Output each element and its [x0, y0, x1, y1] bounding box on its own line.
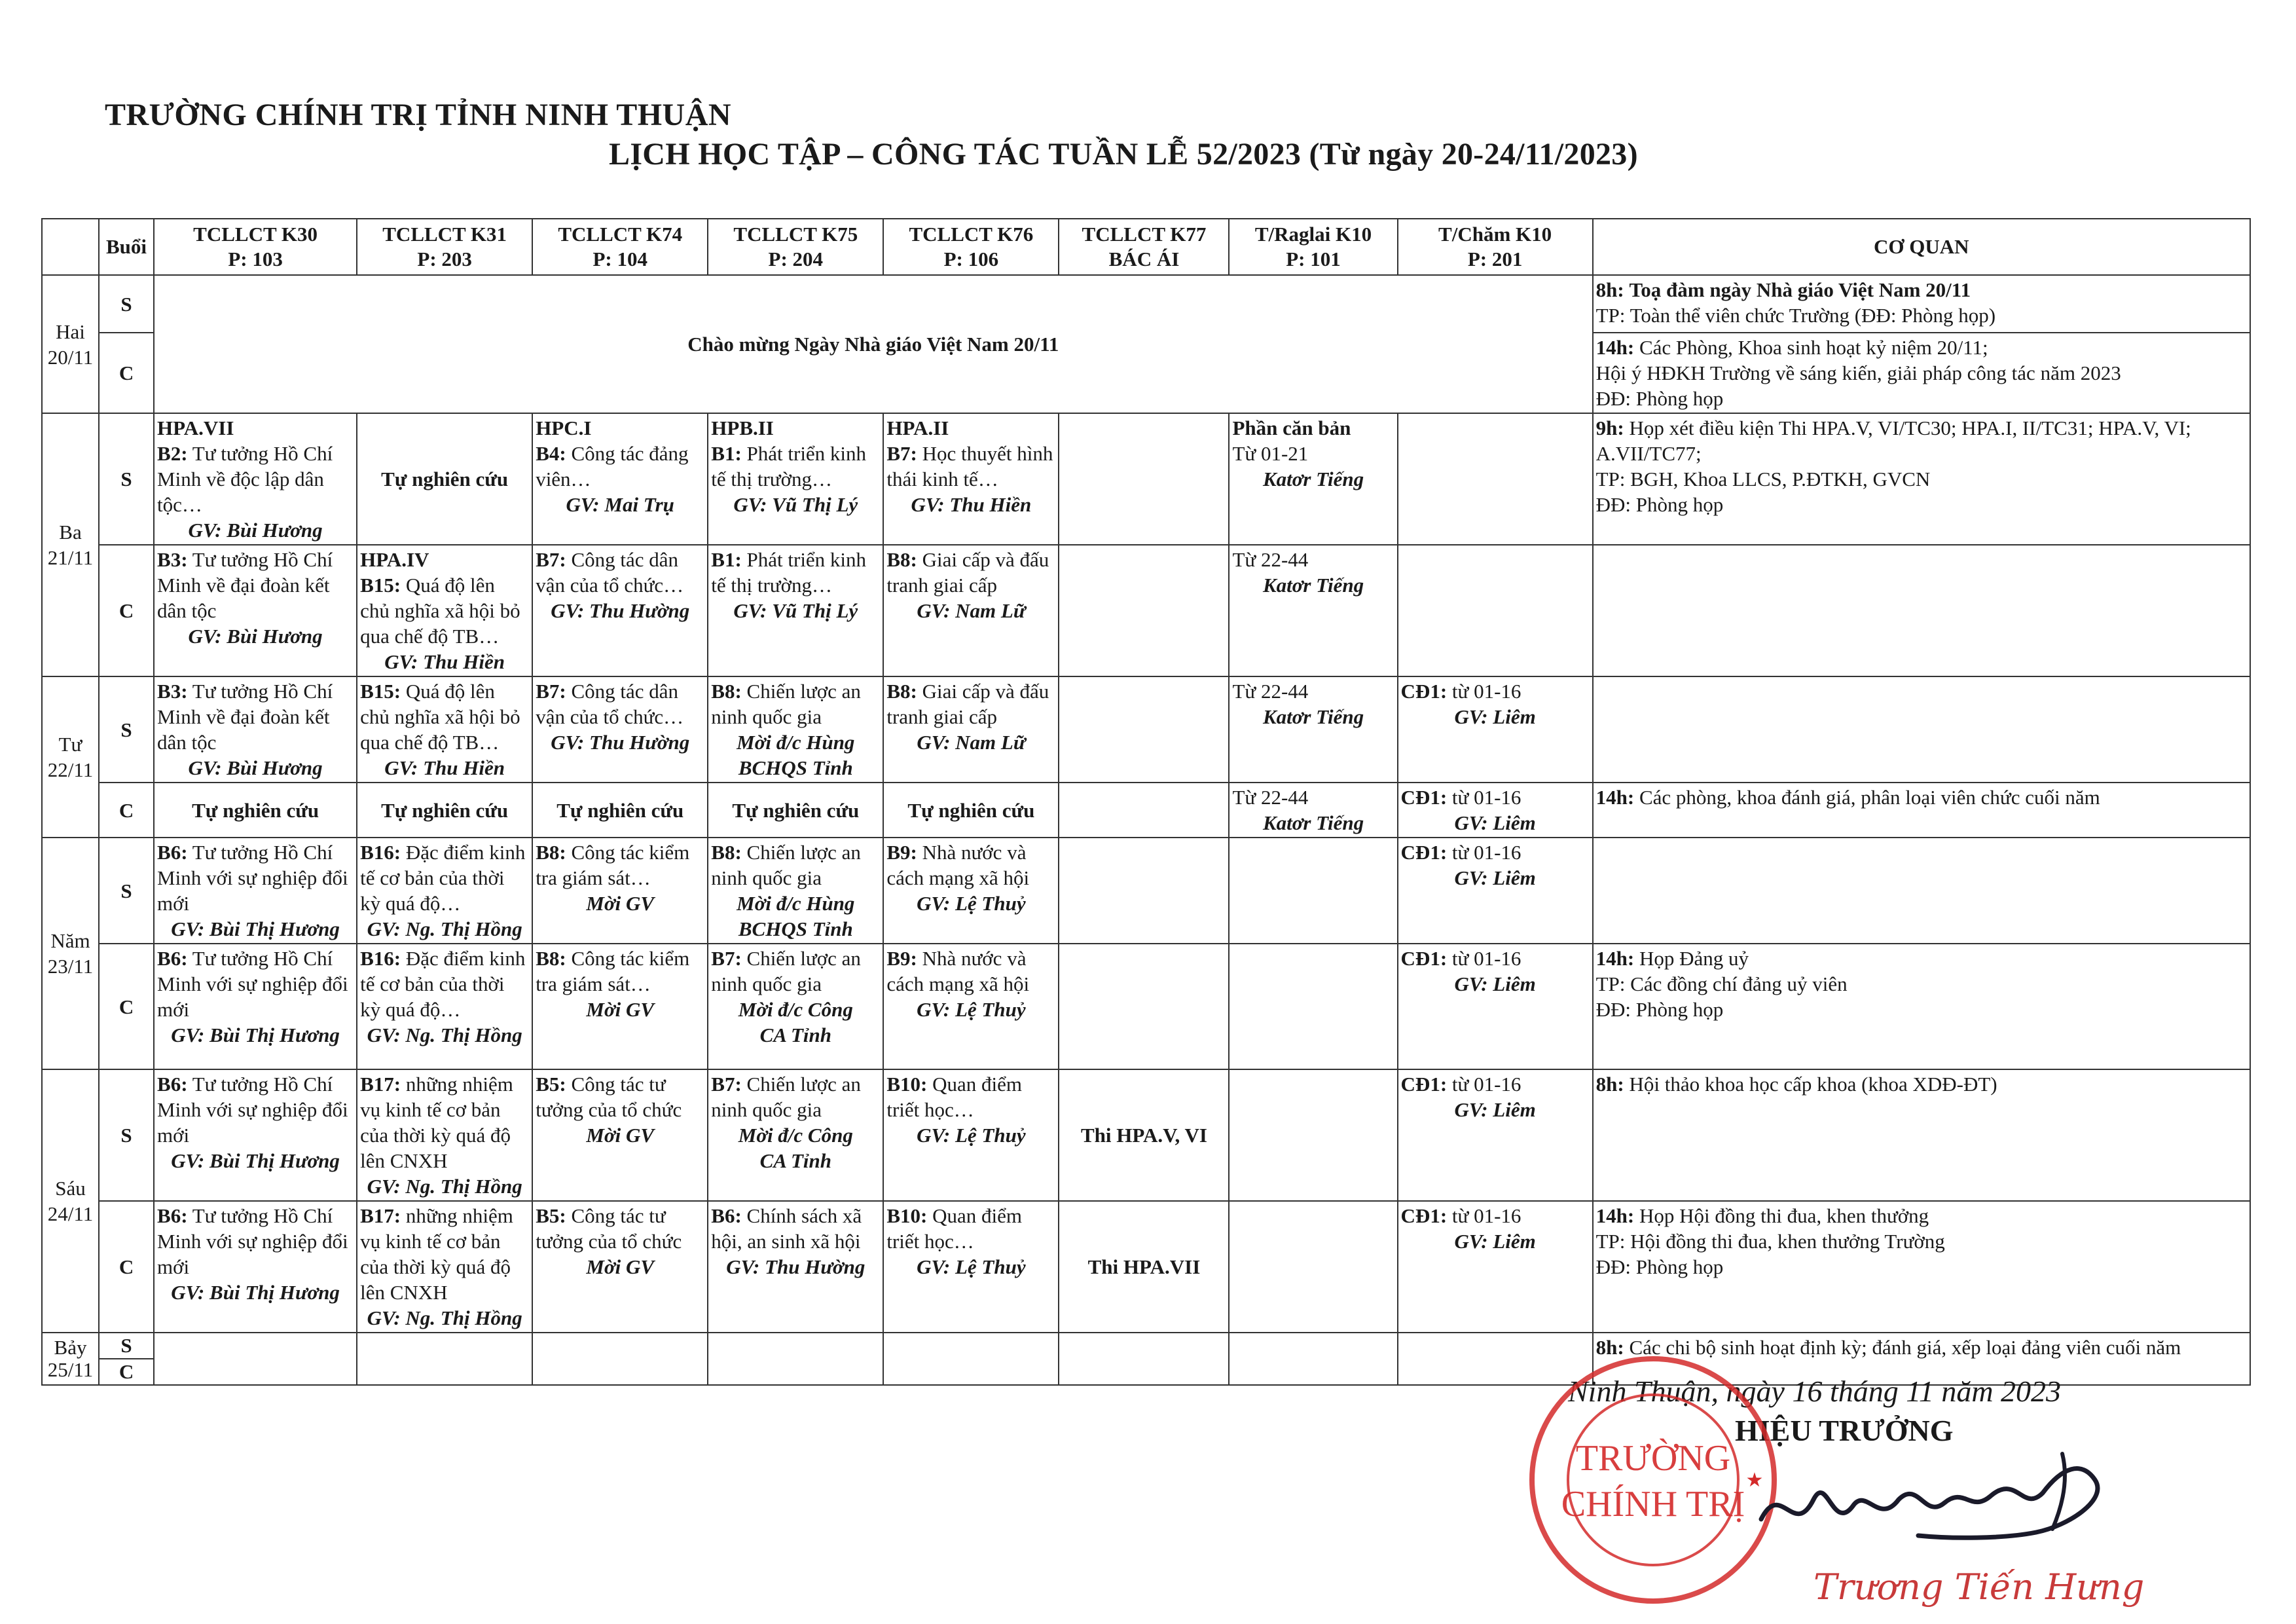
signer-role: HIỆU TRƯỞNG [1735, 1414, 1954, 1447]
cell-thu-c-raglai [1229, 944, 1397, 1069]
cell-thu-s-cham: CĐ1: từ 01-16 GV: Liêm [1398, 838, 1593, 944]
cell-sat-k74 [532, 1333, 708, 1385]
day-thu: Năm 23/11 [42, 838, 99, 1069]
cell-sat-k76 [883, 1333, 1059, 1385]
row-tue-c [42, 545, 2250, 676]
cell-fri-s-raglai [1229, 1069, 1397, 1201]
col-k76: TCLLCT K76 P: 106 [883, 219, 1059, 275]
cq-fri-s: 8h: Hội thảo khoa học cấp khoa (khoa XDĐ-ĐT) [1593, 1069, 2250, 1201]
row-sat-s [42, 1333, 2250, 1359]
cell-sat-k77 [1059, 1333, 1229, 1385]
cell-wed-s-cham: CĐ1: từ 01-16 GV: Liêm [1398, 676, 1593, 783]
svg-text:CHÍNH TRỊ: CHÍNH TRỊ [1561, 1484, 1745, 1524]
col-k75: TCLLCT K75 P: 204 [708, 219, 883, 275]
cell-fri-s-k76: B10: Quan điểm triết học… GV: Lệ Thuỷ [883, 1069, 1059, 1201]
col-k31: TCLLCT K31 P: 203 [357, 219, 532, 275]
session-s: S [99, 275, 154, 333]
cell-tue-c-k30: B3: Tư tưởng Hồ Chí Minh về đại đoàn kết dân tộc GV: Bùi Hương [154, 545, 357, 676]
row-mon-s [42, 275, 2250, 333]
cell-wed-s-k76: B8: Giai cấp và đấu tranh giai cấp GV: Nam Lữ [883, 676, 1059, 783]
cell-fri-c-raglai [1229, 1201, 1397, 1333]
day-wed: Tư 22/11 [42, 676, 99, 838]
signature-scribble [1755, 1441, 2147, 1552]
cell-wed-c-k30: Tự nghiên cứu [154, 783, 357, 838]
cell-wed-c-k76: Tự nghiên cứu [883, 783, 1059, 838]
official-stamp [1522, 1349, 1784, 1611]
cell-tue-s-k75: HPB.II B1: Phát triển kinh tế thị trường… GV: Vũ Thị Lý [708, 413, 883, 545]
session-c: C [99, 783, 154, 838]
cell-thu-s-k77 [1059, 838, 1229, 944]
session-s: S [99, 838, 154, 944]
cell-wed-c-k31: Tự nghiên cứu [357, 783, 532, 838]
col-k74: TCLLCT K74 P: 104 [532, 219, 708, 275]
cell-tue-s-k74: HPC.I B4: Công tác đảng viên… GV: Mai Trụ [532, 413, 708, 545]
cell-fri-c-cham: CĐ1: từ 01-16 GV: Liêm [1398, 1201, 1593, 1333]
cell-thu-s-k30: B6: Tư tưởng Hồ Chí Minh với sự nghiệp đổi mới GV: Bùi Thị Hương [154, 838, 357, 944]
cell-tue-c-k77 [1059, 545, 1229, 676]
cell-wed-c-k75: Tự nghiên cứu [708, 783, 883, 838]
cell-thu-c-k31: B16: Đặc điểm kinh tế cơ bản của thời kỳ quá độ… GV: Ng. Thị Hồng [357, 944, 532, 1069]
svg-text:★: ★ [1745, 1469, 1764, 1491]
cell-wed-s-k77 [1059, 676, 1229, 783]
cq-sat: 8h: Các chi bộ sinh hoạt định kỳ; đánh giá, xếp loại đảng viên cuối năm [1593, 1333, 2250, 1385]
cell-fri-c-k30: B6: Tư tưởng Hồ Chí Minh với sự nghiệp đổi mới GV: Bùi Thị Hương [154, 1201, 357, 1333]
cell-fri-s-cham: CĐ1: từ 01-16 GV: Liêm [1398, 1069, 1593, 1201]
cell-tue-c-k76: B8: Giai cấp và đấu tranh giai cấp GV: Nam Lữ [883, 545, 1059, 676]
cell-sat-raglai [1229, 1333, 1397, 1385]
cq-fri-c: 14h: Họp Hội đồng thi đua, khen thưởng TP: Hội đồng thi đua, khen thưởng Trường ĐĐ: Phòng họp [1593, 1201, 2250, 1333]
cq-tue-c [1593, 545, 2250, 676]
cell-thu-c-k75: B7: Chiến lược an ninh quốc gia Mời đ/c Công CA Tỉnh [708, 944, 883, 1069]
cell-wed-s-k75: B8: Chiến lược an ninh quốc gia Mời đ/c Hùng BCHQS Tỉnh [708, 676, 883, 783]
cq-wed-s [1593, 676, 2250, 783]
cell-wed-s-k31: B15: Quá độ lên chủ nghĩa xã hội bỏ qua chế độ TB… GV: Thu Hiền [357, 676, 532, 783]
cell-fri-c-k74: B5: Công tác tư tưởng của tổ chức Mời GV [532, 1201, 708, 1333]
day-fri: Sáu 24/11 [42, 1069, 99, 1333]
header-row [42, 219, 2250, 275]
cell-tue-s-cham [1398, 413, 1593, 545]
cell-thu-s-k31: B16: Đặc điểm kinh tế cơ bản của thời kỳ quá độ… GV: Ng. Thị Hồng [357, 838, 532, 944]
cell-fri-s-k30: B6: Tư tưởng Hồ Chí Minh với sự nghiệp đổi mới GV: Bùi Thị Hương [154, 1069, 357, 1201]
cell-thu-c-k74: B8: Công tác kiểm tra giám sát… Mời GV [532, 944, 708, 1069]
cell-fri-c-k31: B17: những nhiệm vụ kinh tế cơ bản của thời kỳ quá độ lên CNXH GV: Ng. Thị Hồng [357, 1201, 532, 1333]
day-mon: Hai 20/11 [42, 275, 99, 413]
row-wed-c [42, 783, 2250, 838]
cell-sat-k75 [708, 1333, 883, 1385]
session-c: C [99, 333, 154, 413]
row-thu-c [42, 944, 2250, 1069]
session-c: C [99, 1201, 154, 1333]
session-s: S [99, 676, 154, 783]
school-name: TRƯỜNG CHÍNH TRỊ TỈNH NINH THUẬN [105, 98, 732, 132]
cell-tue-c-k74: B7: Công tác dân vận của tổ chức… GV: Thu Hường [532, 545, 708, 676]
cell-tue-s-k77 [1059, 413, 1229, 545]
col-co-quan: CƠ QUAN [1593, 219, 2250, 275]
session-s: S [99, 1069, 154, 1201]
cell-fri-s-k31: B17: những nhiệm vụ kinh tế cơ bản của thời kỳ quá độ lên CNXH GV: Ng. Thị Hồng [357, 1069, 532, 1201]
cell-thu-s-k76: B9: Nhà nước và cách mạng xã hội GV: Lệ Thuỷ [883, 838, 1059, 944]
cell-wed-c-k77 [1059, 783, 1229, 838]
cell-fri-s-k74: B5: Công tác tư tưởng của tổ chức Mời GV [532, 1069, 708, 1201]
schedule-title: LỊCH HỌC TẬP – CÔNG TÁC TUẦN LỄ 52/2023 (Từ ngày 20-24/11/2023) [609, 137, 1638, 172]
cell-thu-s-k74: B8: Công tác kiểm tra giám sát… Mời GV [532, 838, 708, 944]
cell-thu-c-k76: B9: Nhà nước và cách mạng xã hội GV: Lệ Thuỷ [883, 944, 1059, 1069]
cq-mon-s: 8h: Toạ đàm ngày Nhà giáo Việt Nam 20/11 TP: Toàn thể viên chức Trường (ĐĐ: Phòng họp) [1593, 275, 2250, 333]
cq-thu-s [1593, 838, 2250, 944]
corner-cell [42, 219, 99, 275]
cell-thu-c-cham: CĐ1: từ 01-16 GV: Liêm [1398, 944, 1593, 1069]
cell-tue-c-cham [1398, 545, 1593, 676]
cell-wed-c-cham: CĐ1: từ 01-16 GV: Liêm [1398, 783, 1593, 838]
day-sat: Bảy 25/11 [42, 1333, 99, 1385]
holiday-banner: Chào mừng Ngày Nhà giáo Việt Nam 20/11 [154, 275, 1593, 413]
session-s: S [99, 1333, 154, 1359]
col-k30: TCLLCT K30 P: 103 [154, 219, 357, 275]
cell-tue-s-raglai: Phần căn bản Từ 01-21 Katơr Tiếng [1229, 413, 1397, 545]
day-tue: Ba 21/11 [42, 413, 99, 676]
row-tue-s [42, 413, 2250, 545]
schedule-table [41, 218, 2251, 1386]
cell-fri-s-k75: B7: Chiến lược an ninh quốc gia Mời đ/c Công CA Tỉnh [708, 1069, 883, 1201]
cell-wed-s-k30: B3: Tư tưởng Hồ Chí Minh về đại đoàn kết dân tộc GV: Bùi Hương [154, 676, 357, 783]
cell-tue-c-k75: B1: Phát triển kinh tế thị trường… GV: Vũ Thị Lý [708, 545, 883, 676]
cq-tue-s: 9h: Họp xét điều kiện Thi HPA.V, VI/TC30; HPA.I, II/TC31; HPA.V, VI; A.VII/TC77; TP: BGH, Khoa LLCS, P.ĐTKH, GVCN ĐĐ: Phòng họp [1593, 413, 2250, 545]
cell-sat-k30 [154, 1333, 357, 1385]
cell-sat-k31 [357, 1333, 532, 1385]
cell-tue-c-k31: HPA.IV B15: Quá độ lên chủ nghĩa xã hội bỏ qua chế độ TB… GV: Thu Hiền [357, 545, 532, 676]
cq-mon-c: 14h: Các Phòng, Khoa sinh hoạt kỷ niệm 20/11; Hội ý HĐKH Trường về sáng kiến, giải pháp công tác năm 2023 ĐĐ: Phòng họp [1593, 333, 2250, 413]
place-date: Ninh Thuận, ngày 16 tháng 11 năm 2023 [1568, 1375, 2062, 1408]
cell-fri-c-k76: B10: Quan điểm triết học… GV: Lệ Thuỷ [883, 1201, 1059, 1333]
session-c: C [99, 1359, 154, 1385]
cell-fri-c-k75: B6: Chính sách xã hội, an sinh xã hội GV: Thu Hường [708, 1201, 883, 1333]
col-k77: TCLLCT K77 BÁC ÁI [1059, 219, 1229, 275]
cell-thu-s-k75: B8: Chiến lược an ninh quốc gia Mời đ/c Hùng BCHQS Tỉnh [708, 838, 883, 944]
cell-tue-c-raglai: Từ 22-44 Katơr Tiếng [1229, 545, 1397, 676]
cell-fri-c-k77: Thi HPA.VII [1059, 1201, 1229, 1333]
row-wed-s [42, 676, 2250, 783]
col-buoi: Buổi [99, 219, 154, 275]
row-fri-s [42, 1069, 2250, 1201]
row-fri-c [42, 1201, 2250, 1333]
session-s: S [99, 413, 154, 545]
cell-tue-s-k31: Tự nghiên cứu [357, 413, 532, 545]
cq-wed-c: 14h: Các phòng, khoa đánh giá, phân loại viên chức cuối năm [1593, 783, 2250, 838]
cell-wed-c-k74: Tự nghiên cứu [532, 783, 708, 838]
cell-fri-s-k77: Thi HPA.V, VI [1059, 1069, 1229, 1201]
cell-tue-s-k30: HPA.VII B2: Tư tưởng Hồ Chí Minh về độc lập dân tộc… GV: Bùi Hương [154, 413, 357, 545]
row-thu-s [42, 838, 2250, 944]
cell-wed-c-raglai: Từ 22-44 Katơr Tiếng [1229, 783, 1397, 838]
cell-thu-c-k30: B6: Tư tưởng Hồ Chí Minh với sự nghiệp đổi mới GV: Bùi Thị Hương [154, 944, 357, 1069]
cq-thu-c: 14h: Họp Đảng uỷ TP: Các đồng chí đảng uỷ viên ĐĐ: Phòng họp [1593, 944, 2250, 1069]
cell-thu-c-k77 [1059, 944, 1229, 1069]
col-raglai: T/Raglai K10 P: 101 [1229, 219, 1397, 275]
signer-name: Trương Tiến Hưng [1813, 1566, 2145, 1608]
cell-wed-s-k74: B7: Công tác dân vận của tổ chức… GV: Thu Hường [532, 676, 708, 783]
cell-tue-s-k76: HPA.II B7: Học thuyết hình thái kinh tế… GV: Thu Hiền [883, 413, 1059, 545]
session-c: C [99, 545, 154, 676]
svg-text:TRƯỜNG: TRƯỜNG [1575, 1438, 1731, 1479]
col-cham: T/Chăm K10 P: 201 [1398, 219, 1593, 275]
cell-wed-s-raglai: Từ 22-44 Katơr Tiếng [1229, 676, 1397, 783]
session-c: C [99, 944, 154, 1069]
cell-thu-s-raglai [1229, 838, 1397, 944]
